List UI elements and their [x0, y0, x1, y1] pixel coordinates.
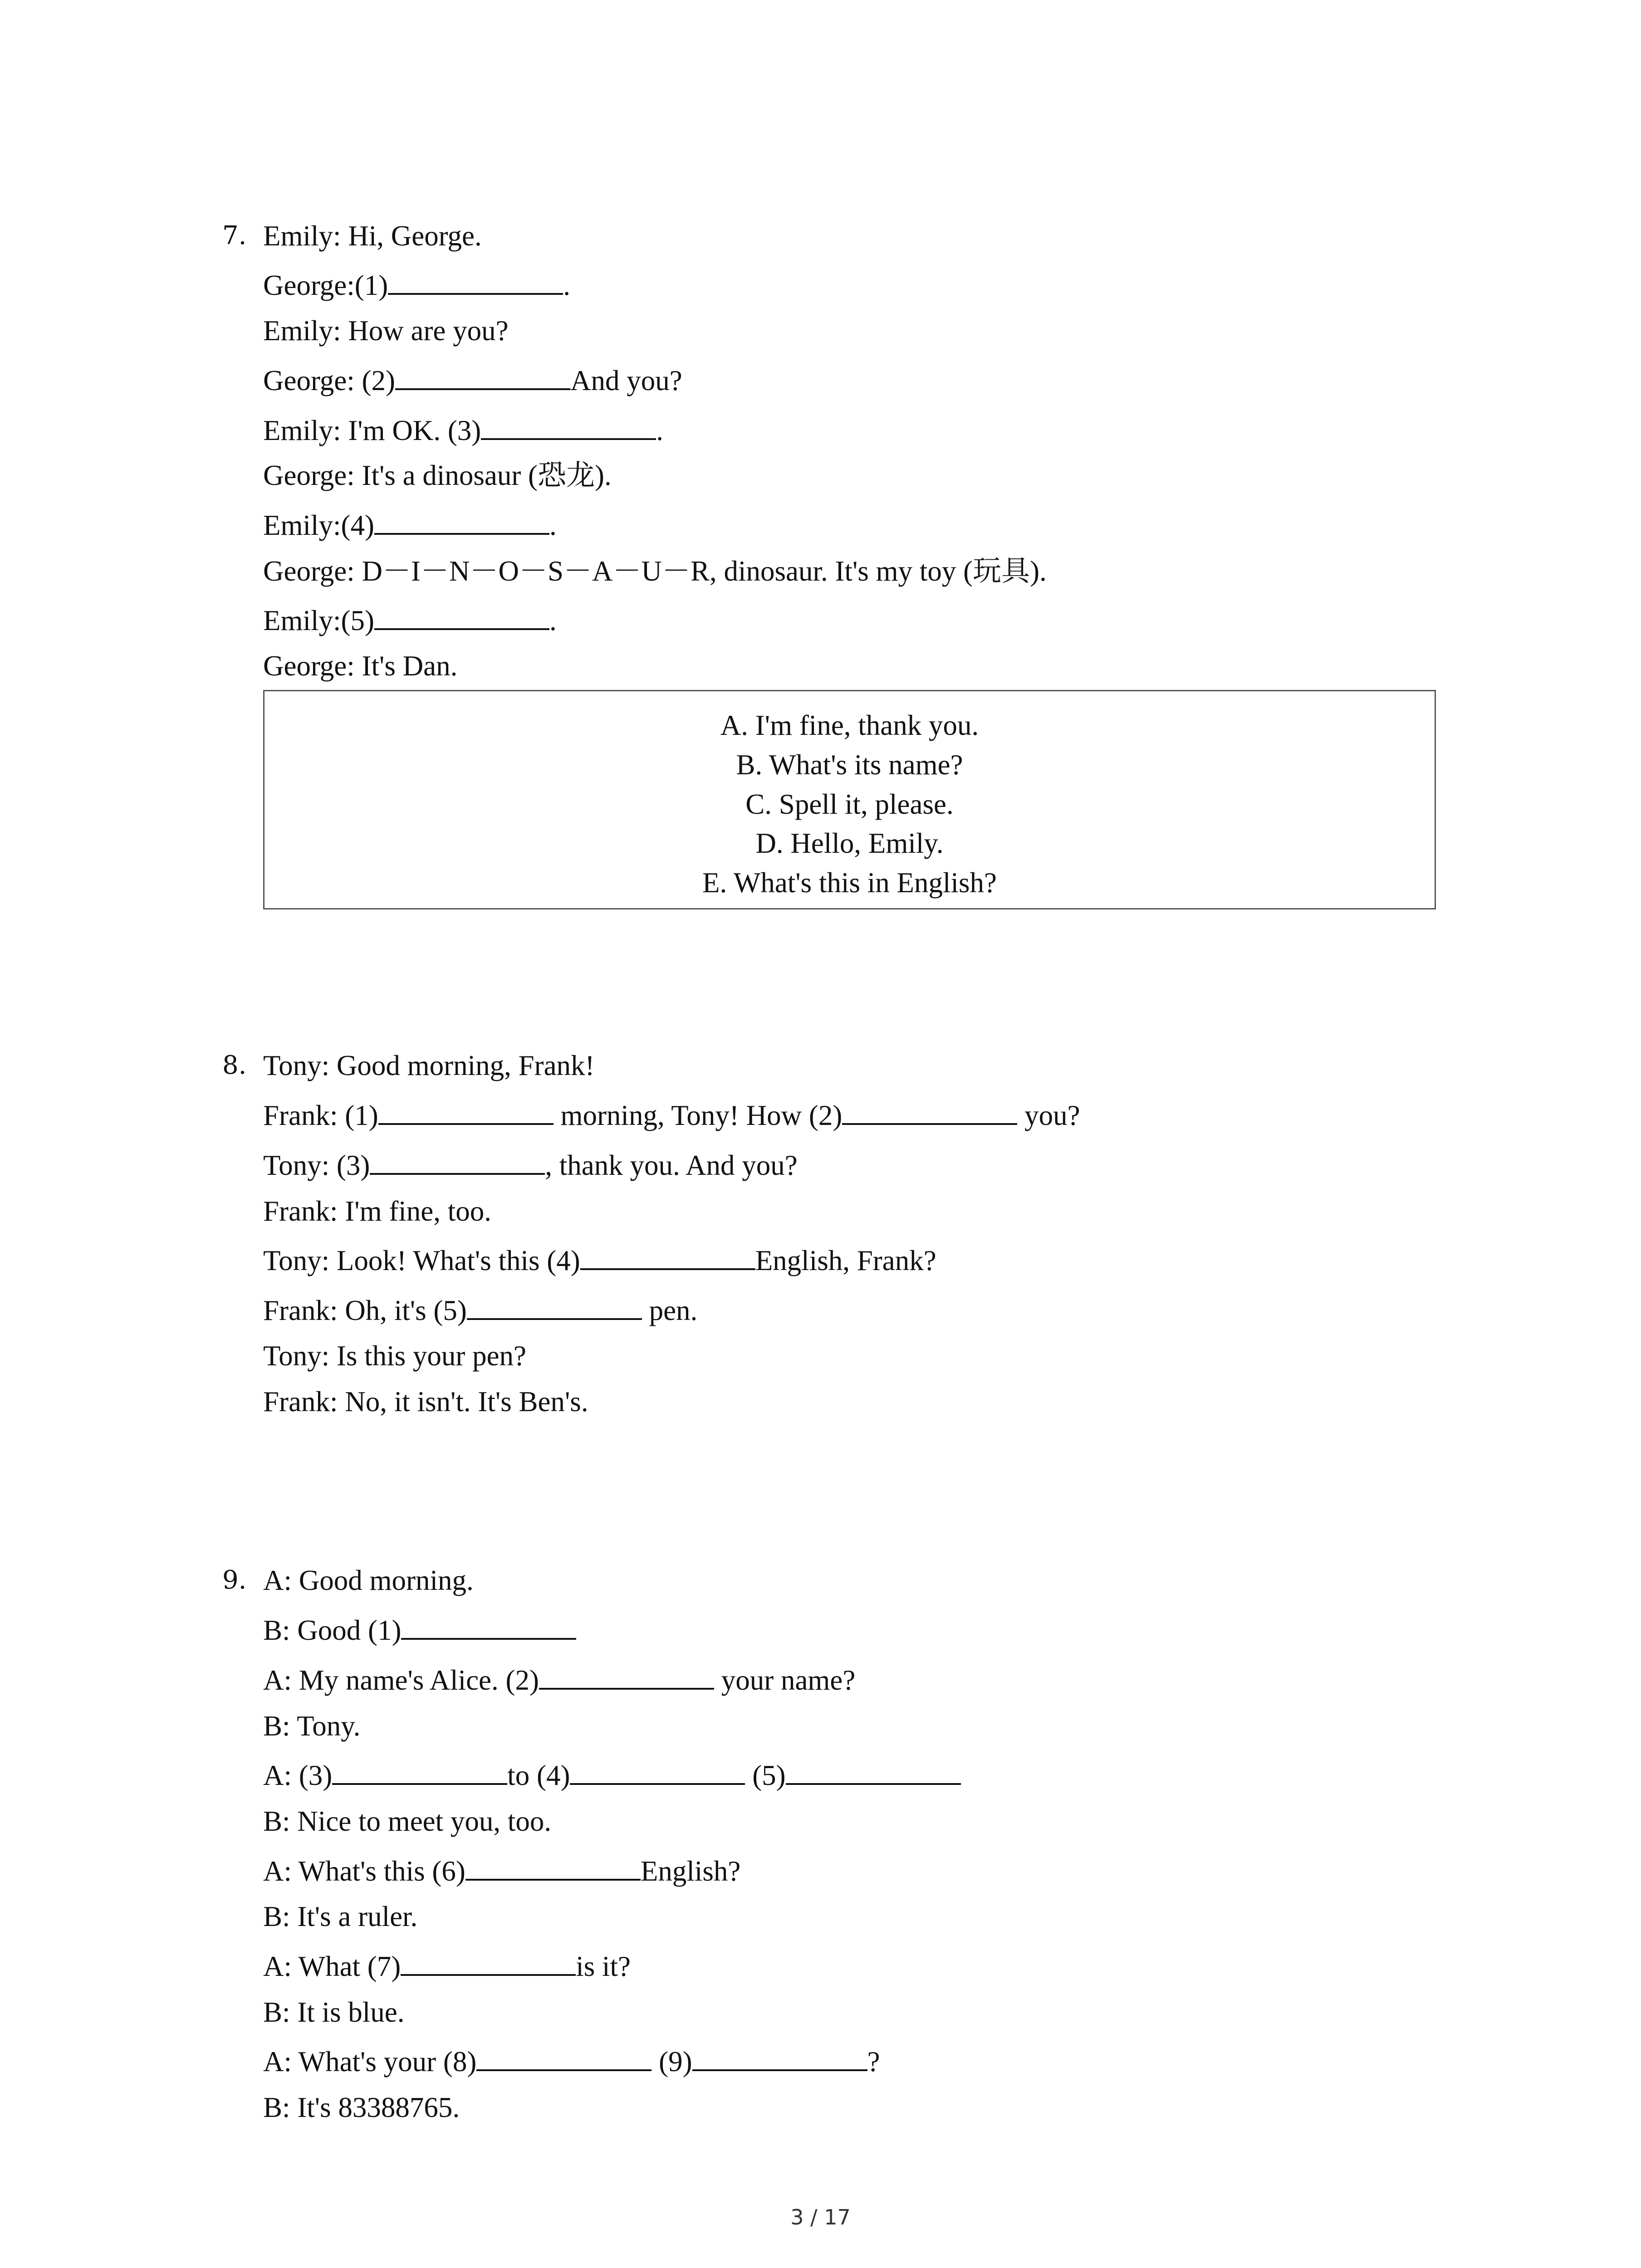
option-e: E. What's this in English?: [702, 867, 997, 899]
q7-line-2: [263, 266, 570, 305]
q9-blank-9[interactable]: [692, 2043, 867, 2071]
q8-line-3-text: Tony: (3): [263, 1149, 370, 1181]
q7-blank-3[interactable]: [481, 412, 656, 440]
q7-blank-5[interactable]: [374, 602, 549, 630]
q7-blank-1[interactable]: [388, 267, 563, 295]
q8-line-2-text: Frank: (1): [263, 1100, 378, 1131]
q9-line-3-end: your name?: [714, 1664, 856, 1696]
q9-blank-8[interactable]: [476, 2043, 652, 2071]
q8-line-5: [263, 1241, 936, 1280]
q9-blank-7[interactable]: [401, 1948, 576, 1976]
option-d: D. Hello, Emily.: [755, 827, 944, 859]
q7-line-4-end: And you?: [570, 365, 682, 396]
q7-line-9-text: Emily:(5): [263, 605, 374, 636]
q9-line-9: [263, 1947, 631, 1986]
q8-line-3-end: , thank you. And you?: [545, 1149, 798, 1181]
option-c: C. Spell it, please.: [745, 788, 954, 820]
q8-line-5-text: Tony: Look! What's this (4): [263, 1245, 580, 1276]
q8-line-3: [263, 1146, 798, 1185]
options-box: [263, 690, 1436, 909]
q9-line-6: B: Nice to meet you, too.: [263, 1805, 552, 1837]
q8-blank-1[interactable]: [378, 1097, 554, 1125]
q8-line-6-end: pen.: [642, 1295, 698, 1326]
option-a: A. I'm fine, thank you.: [720, 709, 979, 741]
q9-line-11-mid: (9): [652, 2046, 692, 2077]
q7-line-4: [263, 361, 682, 400]
q9-line-3-text: A: My name's Alice. (2): [263, 1664, 539, 1696]
q9-line-8: B: It's a ruler.: [263, 1901, 418, 1932]
q9-blank-1[interactable]: [401, 1612, 576, 1640]
q9-line-5-mid: to (4): [507, 1760, 570, 1791]
q9-line-5-text: A: (3): [263, 1760, 333, 1791]
q7-line-10: George: It's Dan.: [263, 650, 458, 682]
q7-line-8: George: D－I－N－O－S－A－U－R, dinosaur. It's my toy (玩具).: [263, 555, 1047, 587]
q7-line-1: Emily: Hi, George.: [263, 220, 482, 252]
q7-line-2-end: .: [563, 269, 570, 301]
q9-blank-4[interactable]: [570, 1757, 745, 1785]
q8-blank-3[interactable]: [370, 1147, 545, 1175]
q9-line-5: [263, 1756, 961, 1795]
q7-line-7-end: .: [549, 509, 557, 541]
q7-blank-4[interactable]: [374, 507, 549, 535]
q9-line-2-text: B: Good (1): [263, 1614, 402, 1646]
q9-blank-6[interactable]: [465, 1853, 641, 1881]
q9-blank-5[interactable]: [786, 1757, 961, 1785]
q9-line-11: [263, 2042, 880, 2081]
q8-blank-4[interactable]: [580, 1242, 755, 1270]
q9-line-4: B: Tony.: [263, 1710, 361, 1742]
q8-line-6: [263, 1291, 697, 1330]
q7-line-3: Emily: How are you?: [263, 315, 509, 347]
q9-line-11-text: A: What's your (8): [263, 2046, 477, 2077]
question-9-number: 9.: [222, 1565, 247, 1595]
q9-blank-2[interactable]: [539, 1662, 714, 1690]
q7-line-6: George: It's a dinosaur (恐龙).: [263, 459, 612, 491]
q8-line-1: Tony: Good morning, Frank!: [263, 1050, 595, 1081]
q9-line-11-end: ?: [867, 2046, 880, 2077]
question-8-number: 8.: [222, 1051, 247, 1080]
q9-blank-3[interactable]: [332, 1757, 507, 1785]
q7-line-7: [263, 506, 557, 545]
q8-line-7: Tony: Is this your pen?: [263, 1340, 527, 1372]
q9-line-10: B: It is blue.: [263, 1996, 405, 2028]
option-b: B. What's its name?: [736, 749, 963, 781]
q7-line-9: [263, 601, 557, 640]
q9-line-2: [263, 1611, 576, 1650]
q7-line-5-end: .: [656, 415, 664, 446]
q8-line-2: [263, 1096, 1080, 1135]
q9-line-1: A: Good morning.: [263, 1564, 474, 1596]
q8-blank-5[interactable]: [467, 1292, 642, 1320]
q7-blank-2[interactable]: [395, 362, 570, 390]
q7-line-2-text: George:(1): [263, 269, 388, 301]
q8-line-6-text: Frank: Oh, it's (5): [263, 1295, 467, 1326]
q9-line-7-text: A: What's this (6): [263, 1855, 465, 1887]
q8-line-8: Frank: No, it isn't. It's Ben's.: [263, 1386, 588, 1418]
q7-line-5: [263, 411, 663, 450]
question-7-number: 7.: [222, 221, 247, 250]
q7-line-9-end: .: [549, 605, 557, 636]
q8-blank-2[interactable]: [842, 1097, 1017, 1125]
q7-line-7-text: Emily:(4): [263, 509, 374, 541]
q9-line-9-text: A: What (7): [263, 1950, 401, 1982]
q8-line-4: Frank: I'm fine, too.: [263, 1195, 492, 1227]
q9-line-5-mid2: (5): [745, 1760, 786, 1791]
q9-line-7: [263, 1852, 740, 1891]
q9-line-7-end: English?: [640, 1855, 741, 1887]
q8-line-2-mid: morning, Tony! How (2): [553, 1100, 843, 1131]
q7-line-5-text: Emily: I'm OK. (3): [263, 415, 481, 446]
q9-line-3: [263, 1661, 855, 1700]
q7-line-4-text: George: (2): [263, 365, 395, 396]
q8-line-2-end: you?: [1017, 1100, 1080, 1131]
page-number: 3 / 17: [790, 2205, 851, 2229]
q9-line-12: B: It's 83388765.: [263, 2092, 460, 2123]
q9-line-9-end: is it?: [576, 1950, 631, 1982]
q8-line-5-end: English, Frank?: [755, 1245, 936, 1276]
